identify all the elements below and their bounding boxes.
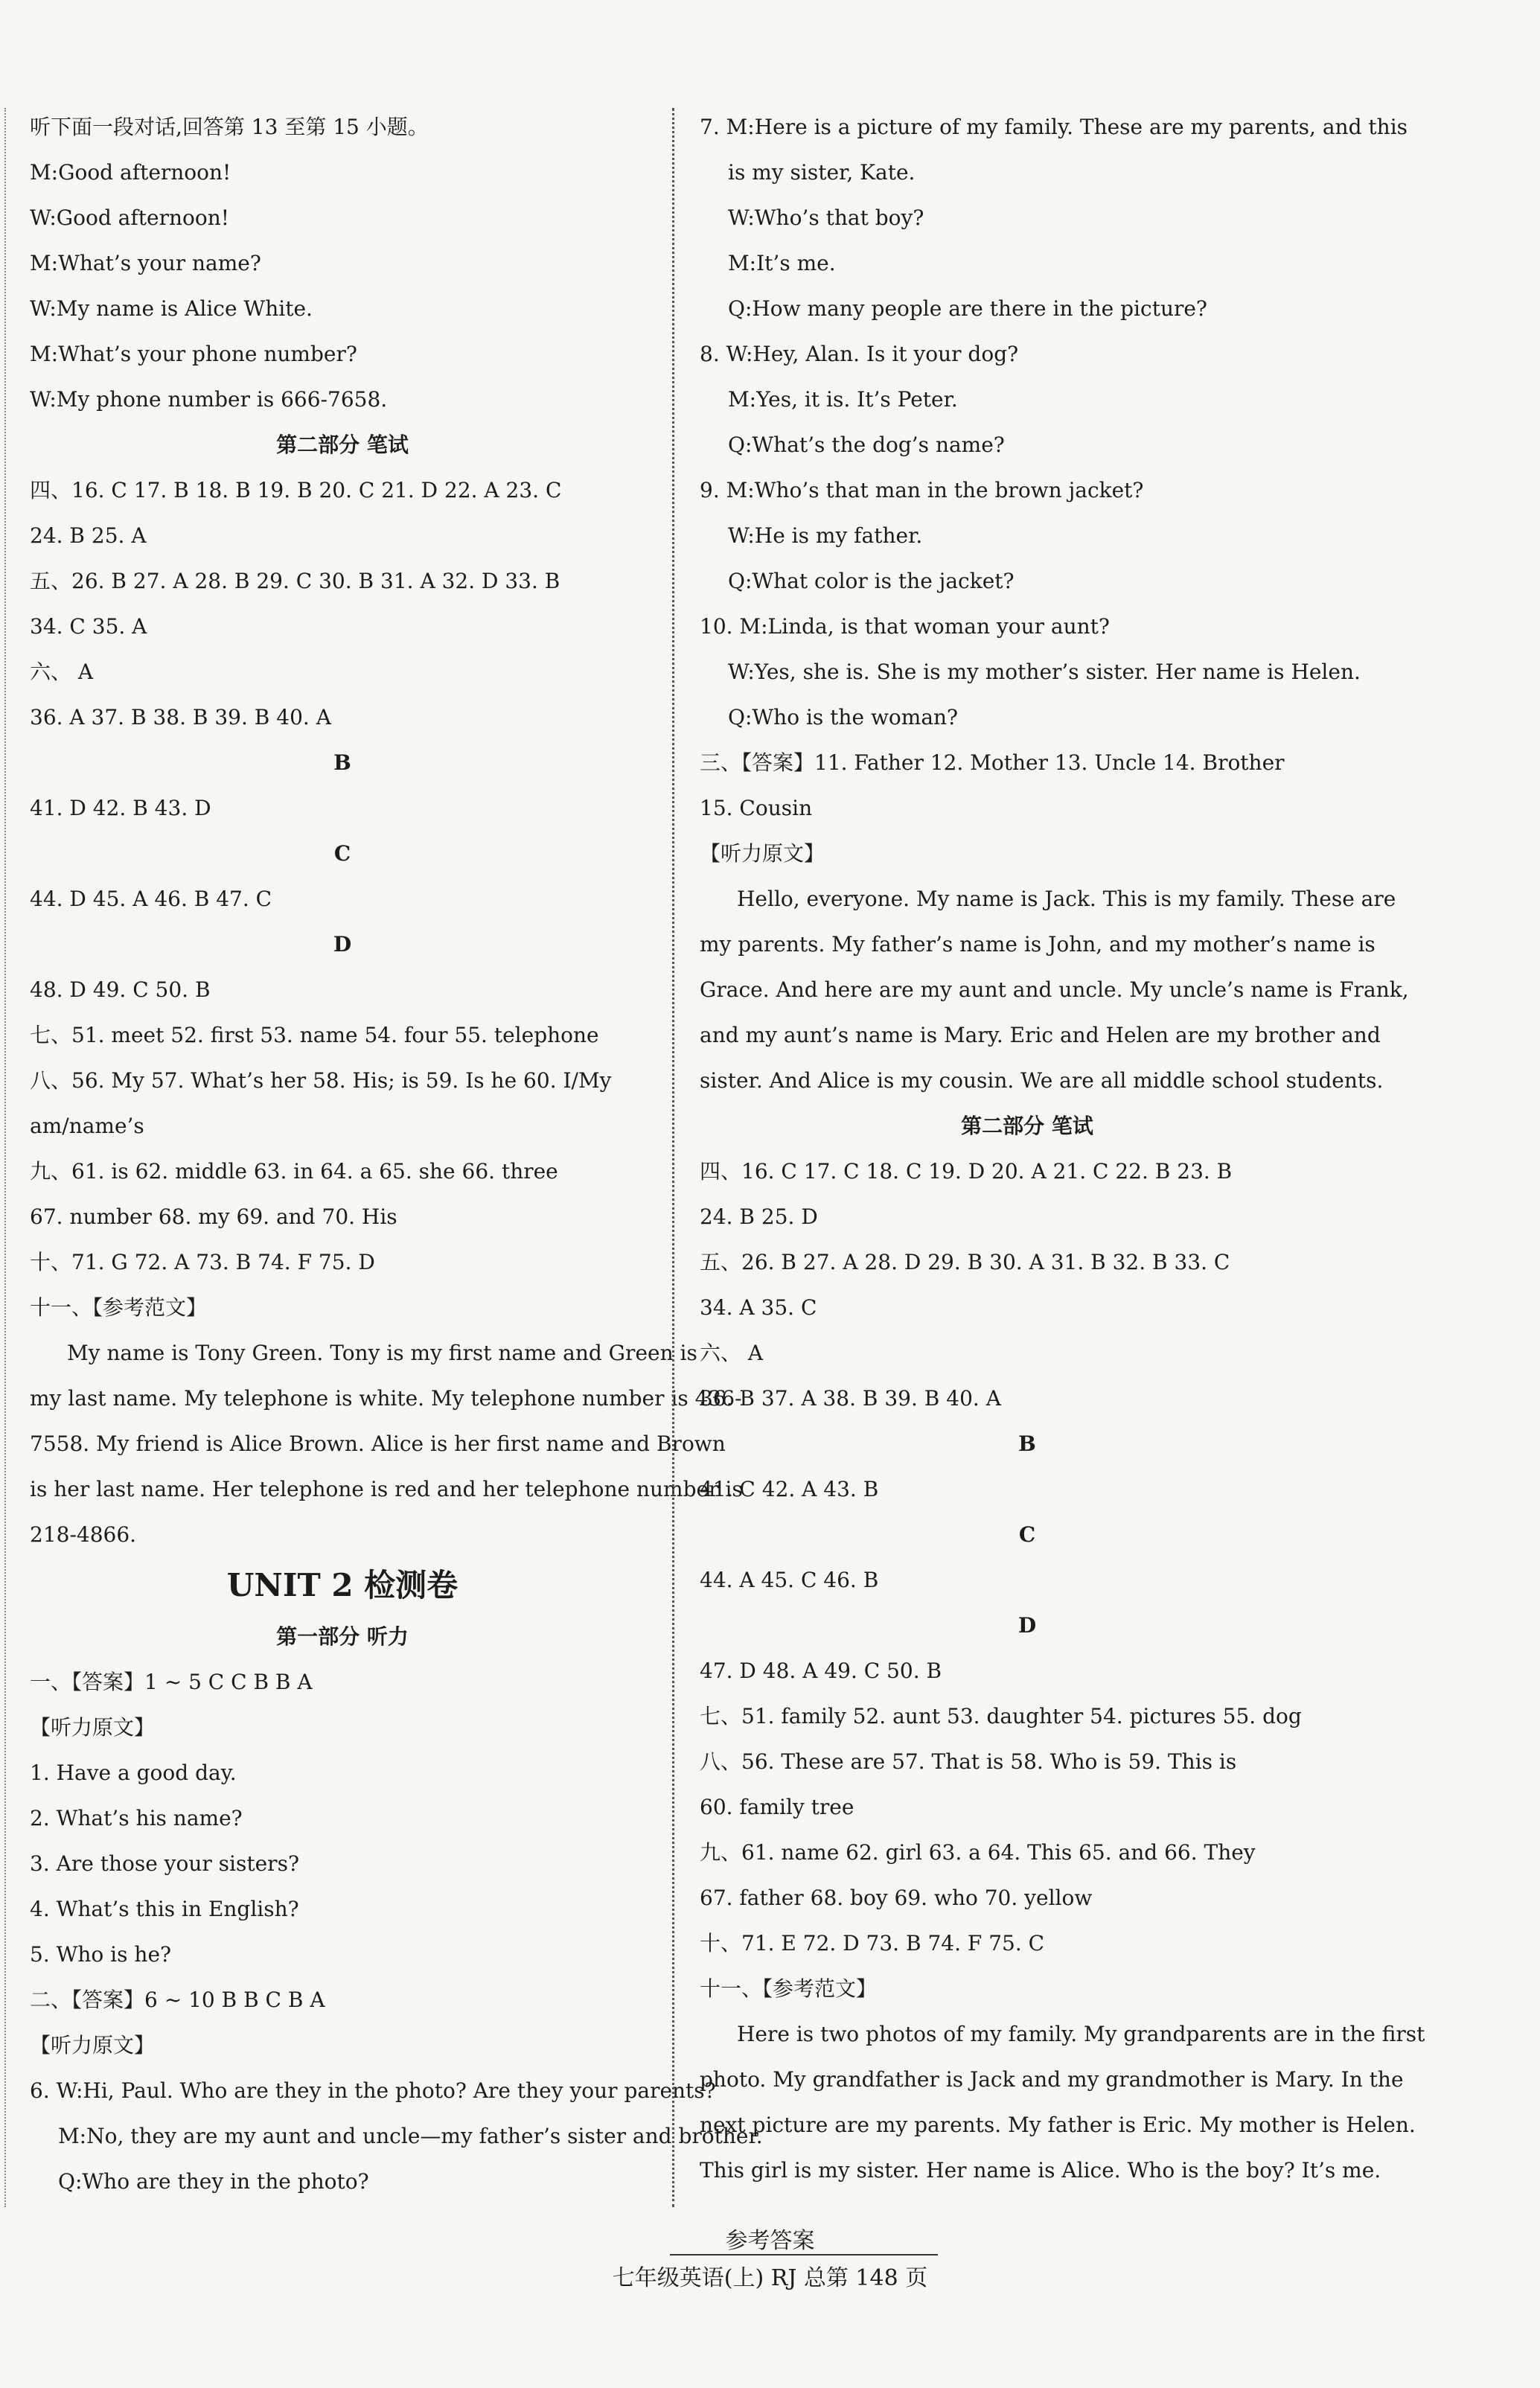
text-line: 十一、【参考范文】 — [700, 1976, 878, 2001]
text-line: 3. Are those your sisters? — [30, 1851, 299, 1876]
text-line: 1. Have a good day. — [30, 1760, 237, 1785]
text-line: W:Yes, she is. She is my mother’s sister. Her name is Helen. — [728, 660, 1361, 684]
text-line: 36. B 37. A 38. B 39. B 40. A — [700, 1386, 1001, 1411]
text-line: 听下面一段对话,回答第 13 至第 15 小题。 — [30, 115, 429, 139]
text-line: M:What’s your phone number? — [30, 342, 357, 366]
text-line: M:It’s me. — [728, 251, 836, 275]
text-line: 8. W:Hey, Alan. Is it your dog? — [700, 342, 1019, 366]
text-line: 7. M:Here is a picture of my family. These are my parents, and this — [700, 115, 1408, 139]
text-line: W:He is my father. — [728, 523, 923, 548]
text-line: 47. D 48. A 49. C 50. B — [700, 1658, 942, 1683]
text-line: 34. A 35. C — [700, 1295, 817, 1320]
text-line: 八、56. These are 57. That is 58. Who is 59. This is — [700, 1749, 1237, 1774]
text-line: my parents. My father’s name is John, and my mother’s name is — [700, 932, 1376, 957]
text-line: Q:Who is the woman? — [728, 705, 959, 730]
text-line: 第二部分 笔试 — [276, 432, 409, 457]
text-line: 36. A 37. B 38. B 39. B 40. A — [30, 705, 331, 730]
text-line: M:No, they are my aunt and uncle—my father’s sister and brother. — [58, 2124, 763, 2148]
text-line: 九、61. name 62. girl 63. a 64. This 65. and 66. They — [700, 1840, 1256, 1865]
text-line: 第二部分 笔试 — [961, 1114, 1093, 1138]
text-line: 五、26. B 27. A 28. D 29. B 30. A 31. B 32. B 33. C — [700, 1250, 1230, 1274]
text-line: 67. number 68. my 69. and 70. His — [30, 1204, 397, 1229]
text-line: my last name. My telephone is white. My telephone number is 436- — [30, 1386, 742, 1411]
text-line: 60. family tree — [700, 1795, 854, 1819]
text-line: next picture are my parents. My father is Eric. My mother is Helen. — [700, 2113, 1416, 2137]
text-line: 34. C 35. A — [30, 614, 147, 639]
text-line: Q:What color is the jacket? — [728, 569, 1015, 593]
text-line: Q:Who are they in the photo? — [58, 2169, 369, 2194]
text-line: 41. C 42. A 43. B — [700, 1477, 879, 1501]
left-margin-dotted-line — [4, 108, 6, 2207]
text-line: M:What’s your name? — [30, 251, 261, 275]
text-line: W:Good afternoon! — [30, 205, 229, 230]
text-line: 7558. My friend is Alice Brown. Alice is her first name and Brown — [30, 1431, 726, 1456]
text-line: 9. M:Who’s that man in the brown jacket? — [700, 478, 1144, 502]
text-line: 六、 A — [700, 1341, 764, 1365]
text-line: 44. A 45. C 46. B — [700, 1568, 879, 1592]
text-line: This girl is my sister. Her name is Alice. Who is the boy? It’s me. — [700, 2158, 1381, 2183]
text-line: B — [333, 750, 351, 775]
text-line: 5. Who is he? — [30, 1942, 172, 1967]
text-line: 九、61. is 62. middle 63. in 64. a 65. she 66. three — [30, 1159, 558, 1184]
text-line: W:My name is Alice White. — [30, 296, 313, 321]
text-line: 七、51. family 52. aunt 53. daughter 54. pictures 55. dog — [700, 1704, 1302, 1728]
text-line: Hello, everyone. My name is Jack. This is my family. These are — [737, 887, 1396, 911]
text-line: sister. And Alice is my cousin. We are all middle school students. — [700, 1068, 1384, 1093]
text-line: 十、71. E 72. D 73. B 74. F 75. C — [700, 1931, 1045, 1956]
text-line: 48. D 49. C 50. B — [30, 977, 211, 1002]
text-line: Grace. And here are my aunt and uncle. My uncle’s name is Frank, — [700, 977, 1409, 1002]
text-line: D — [1017, 1613, 1037, 1638]
text-line: photo. My grandfather is Jack and my grandmother is Mary. In the — [700, 2067, 1404, 2092]
text-line: M:Yes, it is. It’s Peter. — [728, 387, 958, 412]
text-line: 十、71. G 72. A 73. B 74. F 75. D — [30, 1250, 375, 1274]
text-line: 五、26. B 27. A 28. B 29. C 30. B 31. A 32. D 33. B — [30, 569, 560, 593]
text-line: C — [333, 841, 351, 866]
text-line: 四、16. C 17. C 18. C 19. D 20. A 21. C 22. B 23. B — [700, 1159, 1233, 1184]
text-line: is my sister, Kate. — [728, 160, 916, 185]
text-line: 44. D 45. A 46. B 47. C — [30, 887, 272, 911]
footer-title: 参考答案 — [725, 2228, 815, 2254]
footer-rule — [670, 2254, 938, 2255]
text-line: am/name’s — [30, 1114, 144, 1138]
text-line: 一、【答案】1 ~ 5 C C B B A — [30, 1670, 313, 1694]
text-line: Q:What’s the dog’s name? — [728, 432, 1005, 457]
text-line: 67. father 68. boy 69. who 70. yellow — [700, 1886, 1093, 1910]
text-line: 第一部分 听力 — [276, 1624, 409, 1649]
text-line: 15. Cousin — [700, 796, 813, 820]
text-line: Here is two photos of my family. My grandparents are in the first — [737, 2022, 1425, 2046]
text-line: 十一、【参考范文】 — [30, 1295, 208, 1320]
text-line: M:Good afternoon! — [30, 160, 231, 185]
text-line: 2. What’s his name? — [30, 1806, 243, 1830]
text-line: is her last name. Her telephone is red and her telephone number is — [30, 1477, 743, 1501]
text-line: 六、 A — [30, 660, 94, 684]
text-line: 【听力原文】 — [30, 1715, 156, 1740]
text-line: 八、56. My 57. What’s her 58. His; is 59. Is he 60. I/My — [30, 1068, 612, 1093]
footer-page-info: 七年级英语(上) RJ 总第 148 页 — [612, 2265, 928, 2291]
text-line: Q:How many people are there in the picture? — [728, 296, 1207, 321]
text-line: and my aunt’s name is Mary. Eric and Helen are my brother and — [700, 1023, 1381, 1047]
text-line: 4. What’s this in English? — [30, 1897, 299, 1921]
text-line: 24. B 25. A — [30, 523, 147, 548]
text-line: C — [1018, 1522, 1036, 1547]
text-line: 218-4866. — [30, 1522, 137, 1547]
text-line: UNIT 2 检测卷 — [226, 1567, 459, 1603]
text-line: W:My phone number is 666-7658. — [30, 387, 388, 412]
text-line: 七、51. meet 52. first 53. name 54. four 55. telephone — [30, 1023, 599, 1047]
text-line: 24. B 25. D — [700, 1204, 818, 1229]
text-line: 41. D 42. B 43. D — [30, 796, 211, 820]
text-line: B — [1018, 1431, 1036, 1456]
text-line: 10. M:Linda, is that woman your aunt? — [700, 614, 1110, 639]
text-line: 【听力原文】 — [700, 841, 825, 866]
text-line: 【听力原文】 — [30, 2033, 156, 2057]
column-divider — [672, 108, 674, 2207]
text-line: W:Who’s that boy? — [728, 205, 924, 230]
text-line: D — [333, 932, 352, 957]
text-line: 四、16. C 17. B 18. B 19. B 20. C 21. D 22. A 23. C — [30, 478, 562, 502]
right-column — [700, 104, 1425, 2193]
text-line: My name is Tony Green. Tony is my first name and Green is — [67, 1341, 697, 1365]
text-line: 二、【答案】6 ~ 10 B B C B A — [30, 1988, 325, 2012]
text-line: 6. W:Hi, Paul. Who are they in the photo? Are they your parents? — [30, 2078, 716, 2103]
text-line: 三、【答案】11. Father 12. Mother 13. Uncle 14. Brother — [700, 750, 1285, 775]
